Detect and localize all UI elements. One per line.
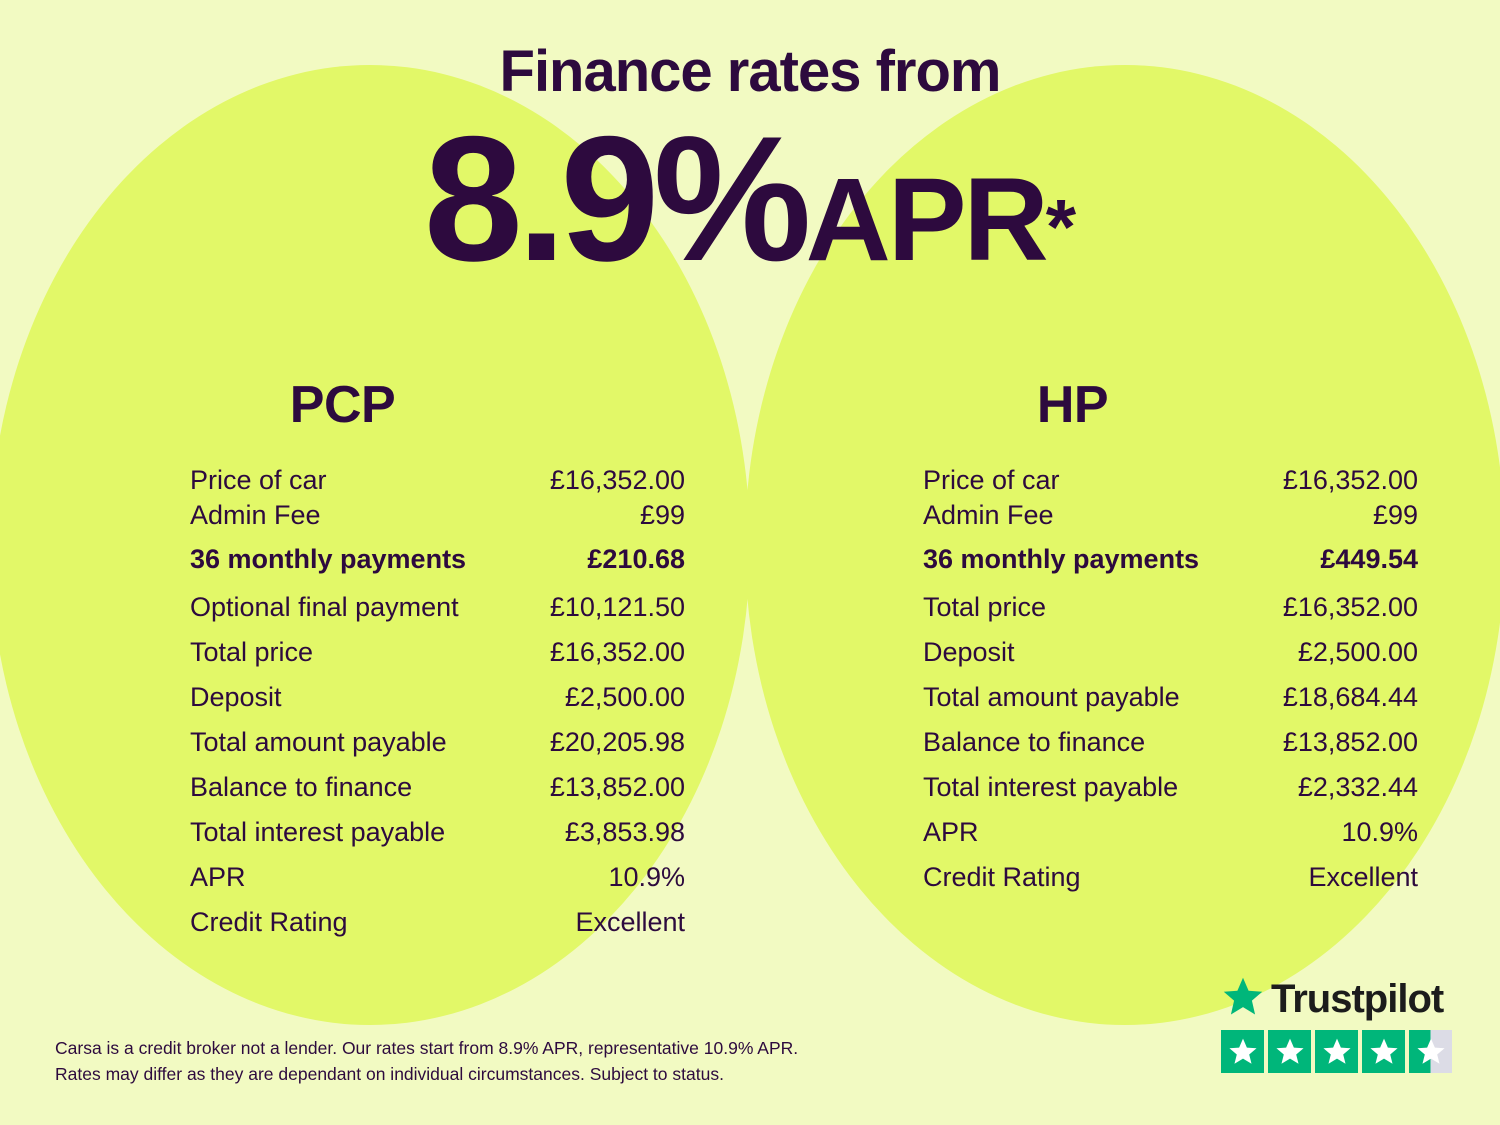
- disclaimer: [55, 1036, 798, 1087]
- row-label: Optional final payment: [190, 592, 459, 622]
- row-label: Balance to finance: [190, 772, 413, 802]
- row-value: £16,352.00: [549, 465, 685, 495]
- trustpilot-rating: [1221, 1030, 1452, 1073]
- row-value: £449.54: [1320, 543, 1418, 574]
- table-row: [923, 720, 1418, 765]
- row-label: APR: [190, 862, 246, 892]
- row-label: Credit Rating: [190, 907, 348, 937]
- finance-columns: [0, 375, 1500, 945]
- row-value: £99: [639, 500, 685, 530]
- row-label: Credit Rating: [923, 862, 1081, 892]
- row-label: 36 monthly payments: [190, 543, 467, 574]
- table-row: [923, 765, 1418, 810]
- column-title-pcp: PCP: [289, 376, 396, 434]
- apr-value: 8.9%: [423, 99, 806, 298]
- row-value: £13,852.00: [1282, 727, 1418, 757]
- row-label: Deposit: [190, 682, 282, 712]
- rating-star-4: [1362, 1030, 1405, 1073]
- table-row-highlight: [923, 533, 1418, 585]
- disclaimer-line-2: Rates may differ as they are dependant on individual circumstances. Subject to status.: [55, 1063, 724, 1084]
- finance-column-hp: [845, 375, 1500, 945]
- table-row: [190, 810, 685, 855]
- table-row: [923, 585, 1418, 630]
- rating-star-1: [1221, 1030, 1264, 1073]
- row-value: £3,853.98: [564, 817, 685, 847]
- row-value: £20,205.98: [549, 727, 685, 757]
- rating-star-5-half: [1409, 1030, 1452, 1073]
- disclaimer-line-1: Carsa is a credit broker not a lender. Our rates start from 8.9% APR, representative 10.9% APR.: [55, 1038, 799, 1059]
- row-label: APR: [923, 817, 979, 847]
- table-row: [190, 463, 685, 498]
- table-row-highlight: [190, 533, 685, 585]
- row-label: Admin Fee: [190, 500, 321, 530]
- row-label: Total amount payable: [923, 682, 1180, 712]
- apr-headline: [0, 99, 1500, 298]
- table-row: [190, 675, 685, 720]
- table-row: [190, 855, 685, 900]
- row-label: Total interest payable: [190, 817, 446, 847]
- table-row: [923, 855, 1418, 900]
- table-row: [923, 630, 1418, 675]
- apr-label: APR: [805, 154, 1046, 286]
- row-label: 36 monthly payments: [923, 543, 1200, 574]
- row-value: 10.9%: [1341, 817, 1418, 847]
- row-label: Admin Fee: [923, 500, 1054, 530]
- row-label: Total interest payable: [923, 772, 1179, 802]
- row-label: Price of car: [923, 465, 1060, 495]
- row-label: Total amount payable: [190, 727, 447, 757]
- row-label: Balance to finance: [923, 727, 1146, 757]
- row-value: £16,352.00: [1282, 592, 1418, 622]
- row-label: Deposit: [923, 637, 1015, 667]
- table-row: [190, 498, 685, 533]
- row-value: £18,684.44: [1282, 682, 1418, 712]
- row-label: Total price: [923, 592, 1047, 622]
- row-value: Excellent: [575, 907, 685, 937]
- page-title: Finance rates from: [499, 39, 1001, 104]
- row-value: £13,852.00: [549, 772, 685, 802]
- row-label: Total price: [190, 637, 314, 667]
- trustpilot-header: [1221, 976, 1452, 1023]
- table-row: [923, 810, 1418, 855]
- row-value: £2,500.00: [1297, 637, 1418, 667]
- table-row: [190, 900, 685, 945]
- finance-table-hp: [923, 463, 1418, 900]
- row-value: Excellent: [1308, 862, 1418, 892]
- table-row: [923, 498, 1418, 533]
- row-value: 10.9%: [608, 862, 685, 892]
- rating-star-3: [1315, 1030, 1358, 1073]
- row-value: £99: [1372, 500, 1418, 530]
- trustpilot-widget[interactable]: [1221, 976, 1452, 1073]
- table-row: [923, 675, 1418, 720]
- trustpilot-star-icon: [1221, 976, 1265, 1023]
- row-value: £2,332.44: [1297, 772, 1418, 802]
- row-value: £2,500.00: [564, 682, 685, 712]
- finance-table-pcp: [190, 463, 685, 945]
- column-title-hp: HP: [1036, 376, 1109, 434]
- finance-column-pcp: [95, 375, 750, 945]
- table-row: [190, 585, 685, 630]
- table-row: [190, 630, 685, 675]
- table-row: [923, 463, 1418, 498]
- row-value: £210.68: [587, 543, 685, 574]
- table-row: [190, 720, 685, 765]
- apr-asterisk: *: [1045, 182, 1077, 271]
- row-value: £10,121.50: [549, 592, 685, 622]
- row-label: Price of car: [190, 465, 327, 495]
- row-value: £16,352.00: [1282, 465, 1418, 495]
- table-row: [190, 765, 685, 810]
- rating-star-2: [1268, 1030, 1311, 1073]
- trustpilot-name: Trustpilot: [1271, 977, 1444, 1021]
- row-value: £16,352.00: [549, 637, 685, 667]
